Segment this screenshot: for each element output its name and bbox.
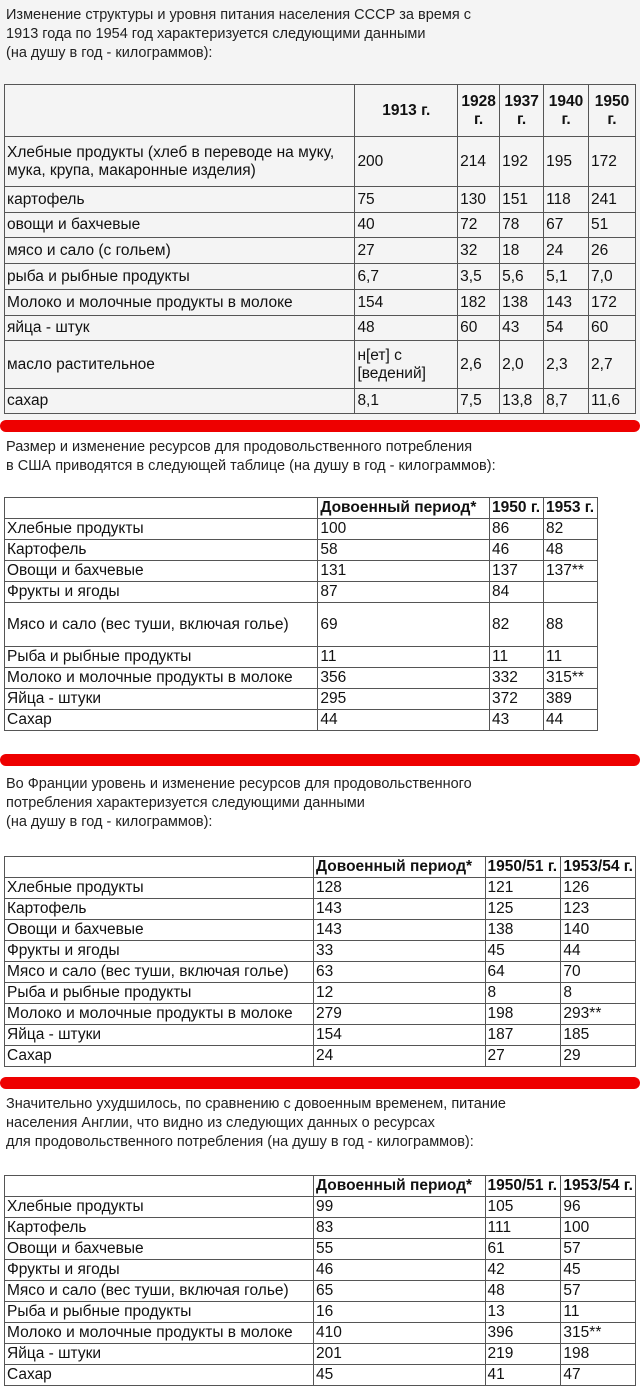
table-cell: 24 — [314, 1046, 485, 1067]
ussr-table-body — [5, 85, 636, 414]
table-cell: 214 — [458, 137, 500, 187]
table-cell: 8 — [485, 983, 561, 1004]
table-cell: 47 — [561, 1365, 636, 1386]
england-intro: Значительно ухудшилось, по сравнению с довоенным временем, питание населения Англии, что видно из следующих данных о ресурсах для продовольственного потребления (на душу в год - килограммов): — [6, 1096, 506, 1150]
table-cell: 2,6 — [458, 341, 500, 389]
table-cell: 410 — [314, 1323, 485, 1344]
table-cell: 48 — [544, 540, 598, 561]
table-cell: 72 — [458, 213, 500, 238]
table-cell: 332 — [490, 668, 544, 689]
table-row — [5, 647, 598, 668]
usa-table — [4, 497, 598, 731]
table-cell: 43 — [500, 316, 544, 341]
table-cell: 69 — [318, 603, 490, 647]
table-cell: 75 — [355, 187, 458, 213]
table-row — [5, 1239, 636, 1260]
column-header: 1950/51 г. — [485, 857, 561, 878]
table-row — [5, 1365, 636, 1386]
table-row — [5, 920, 636, 941]
table-cell: 40 — [355, 213, 458, 238]
row-label: Хлебные продукты — [5, 519, 318, 540]
table-cell: 11 — [561, 1302, 636, 1323]
table-cell: 200 — [355, 137, 458, 187]
table-cell: 356 — [318, 668, 490, 689]
table-cell: н[ет] с [ведений] — [355, 341, 458, 389]
table-row — [5, 1218, 636, 1239]
table-row — [5, 316, 636, 341]
row-label: Хлебные продукты — [5, 878, 314, 899]
table-cell: 41 — [485, 1365, 561, 1386]
table-cell: 88 — [544, 603, 598, 647]
table-row — [5, 519, 598, 540]
table-cell: 64 — [485, 962, 561, 983]
row-label: Картофель — [5, 899, 314, 920]
table-row — [5, 187, 636, 213]
table-header-row — [5, 1176, 636, 1197]
table-header-row — [5, 498, 598, 519]
france-table — [4, 856, 636, 1067]
column-header — [5, 498, 318, 519]
usa-intro: Размер и изменение ресурсов для продовольственного потребления в США приводятся в следующей таблице (на душу в год - килограммов): — [6, 439, 496, 474]
column-header: Довоенный период* — [318, 498, 490, 519]
table-cell: 42 — [485, 1260, 561, 1281]
table-cell: 48 — [355, 316, 458, 341]
table-cell: 24 — [544, 238, 589, 264]
table-cell: 27 — [355, 238, 458, 264]
column-header: 1913 г. — [355, 85, 458, 137]
table-cell: 63 — [314, 962, 485, 983]
table-cell: 279 — [314, 1004, 485, 1025]
table-cell: 2,0 — [500, 341, 544, 389]
row-label: Мясо и сало (вес туши, включая голье) — [5, 603, 318, 647]
table-cell: 140 — [561, 920, 636, 941]
table-cell: 44 — [561, 941, 636, 962]
row-label: Сахар — [5, 1365, 314, 1386]
section-divider — [0, 420, 640, 432]
table-cell: 32 — [458, 238, 500, 264]
table-cell: 198 — [485, 1004, 561, 1025]
table-cell: 26 — [589, 238, 636, 264]
table-row — [5, 1197, 636, 1218]
table-cell: 121 — [485, 878, 561, 899]
row-label: Хлебные продукты — [5, 1197, 314, 1218]
column-header: 1937 г. — [500, 85, 544, 137]
table-cell: 29 — [561, 1046, 636, 1067]
row-label: Молоко и молочные продукты в молоке — [5, 290, 355, 316]
table-cell: 315** — [544, 668, 598, 689]
table-cell: 54 — [544, 316, 589, 341]
table-cell: 48 — [485, 1281, 561, 1302]
row-label: Молоко и молочные продукты в молоке — [5, 668, 318, 689]
row-label: Картофель — [5, 1218, 314, 1239]
table-cell: 45 — [561, 1260, 636, 1281]
row-label: овощи и бахчевые — [5, 213, 355, 238]
table-cell: 82 — [544, 519, 598, 540]
row-label: Сахар — [5, 710, 318, 731]
table-cell: 11 — [544, 647, 598, 668]
table-row — [5, 238, 636, 264]
table-cell: 84 — [490, 582, 544, 603]
column-header: 1953/54 г. — [561, 1176, 636, 1197]
table-cell: 126 — [561, 878, 636, 899]
france-table-body — [5, 857, 636, 1067]
row-label: картофель — [5, 187, 355, 213]
column-header — [5, 857, 314, 878]
row-label: Мясо и сало (вес туши, включая голье) — [5, 962, 314, 983]
table-cell: 96 — [561, 1197, 636, 1218]
column-header: 1950 г. — [589, 85, 636, 137]
table-row — [5, 341, 636, 389]
table-cell: 396 — [485, 1323, 561, 1344]
row-label: Хлебные продукты (хлеб в переводе на муку, мука, крупа, макаронные изделия) — [5, 137, 355, 187]
table-row — [5, 899, 636, 920]
table-cell: 11,6 — [589, 389, 636, 414]
column-header: 1928 г. — [458, 85, 500, 137]
row-label: Молоко и молочные продукты в молоке — [5, 1004, 314, 1025]
table-row — [5, 710, 598, 731]
row-label: Сахар — [5, 1046, 314, 1067]
table-cell: 99 — [314, 1197, 485, 1218]
table-cell: 45 — [485, 941, 561, 962]
table-cell: 44 — [318, 710, 490, 731]
column-header — [5, 1176, 314, 1197]
row-label: Рыба и рыбные продукты — [5, 1302, 314, 1323]
table-cell: 123 — [561, 899, 636, 920]
table-cell: 65 — [314, 1281, 485, 1302]
table-row — [5, 137, 636, 187]
table-cell: 372 — [490, 689, 544, 710]
usa-table-body — [5, 498, 598, 731]
table-row — [5, 540, 598, 561]
table-cell: 46 — [314, 1260, 485, 1281]
table-row — [5, 561, 598, 582]
row-label: Яйца - штуки — [5, 689, 318, 710]
table-cell: 131 — [318, 561, 490, 582]
table-cell: 2,3 — [544, 341, 589, 389]
table-cell: 43 — [490, 710, 544, 731]
table-cell: 86 — [490, 519, 544, 540]
table-cell: 198 — [561, 1344, 636, 1365]
column-header: 1953/54 г. — [561, 857, 636, 878]
table-cell: 111 — [485, 1218, 561, 1239]
column-header: 1950 г. — [490, 498, 544, 519]
table-cell: 11 — [490, 647, 544, 668]
table-cell: 137** — [544, 561, 598, 582]
table-cell: 51 — [589, 213, 636, 238]
table-cell: 83 — [314, 1218, 485, 1239]
table-cell: 125 — [485, 899, 561, 920]
table-row — [5, 962, 636, 983]
table-row — [5, 689, 598, 710]
row-label: масло растительное — [5, 341, 355, 389]
row-label: Молоко и молочные продукты в молоке — [5, 1323, 314, 1344]
row-label: Яйца - штуки — [5, 1344, 314, 1365]
table-cell: 241 — [589, 187, 636, 213]
table-row — [5, 983, 636, 1004]
table-row — [5, 603, 598, 647]
table-row — [5, 389, 636, 414]
column-header: Довоенный период* — [314, 857, 485, 878]
table-cell: 8 — [561, 983, 636, 1004]
row-label: Овощи и бахчевые — [5, 561, 318, 582]
england-table-body — [5, 1176, 636, 1386]
table-row — [5, 1004, 636, 1025]
table-cell: 118 — [544, 187, 589, 213]
column-header: Довоенный период* — [314, 1176, 485, 1197]
table-cell: 154 — [355, 290, 458, 316]
table-header-row — [5, 857, 636, 878]
table-cell: 7,5 — [458, 389, 500, 414]
table-cell: 315** — [561, 1323, 636, 1344]
table-row — [5, 1323, 636, 1344]
table-cell: 6,7 — [355, 264, 458, 290]
table-row — [5, 1281, 636, 1302]
table-row — [5, 582, 598, 603]
row-label: мясо и сало (с гольем) — [5, 238, 355, 264]
row-label: яйца - штук — [5, 316, 355, 341]
ussr-intro: Изменение структуры и уровня питания населения СССР за время с 1913 года по 1954 год характеризуется следующими данными (на душу в год - килограммов): — [6, 7, 471, 61]
table-cell: 27 — [485, 1046, 561, 1067]
table-row — [5, 878, 636, 899]
table-row — [5, 1046, 636, 1067]
table-cell: 11 — [318, 647, 490, 668]
table-cell: 61 — [485, 1239, 561, 1260]
table-row — [5, 213, 636, 238]
table-row — [5, 668, 598, 689]
section-divider — [0, 754, 640, 766]
table-cell: 128 — [314, 878, 485, 899]
table-cell: 60 — [458, 316, 500, 341]
table-cell: 219 — [485, 1344, 561, 1365]
table-cell: 172 — [589, 290, 636, 316]
table-cell: 195 — [544, 137, 589, 187]
table-cell: 82 — [490, 603, 544, 647]
row-label: Овощи и бахчевые — [5, 920, 314, 941]
table-row — [5, 264, 636, 290]
table-cell: 5,1 — [544, 264, 589, 290]
row-label: Фрукты и ягоды — [5, 582, 318, 603]
table-row — [5, 1025, 636, 1046]
table-cell: 192 — [500, 137, 544, 187]
table-cell: 151 — [500, 187, 544, 213]
table-row — [5, 941, 636, 962]
row-label: сахар — [5, 389, 355, 414]
table-cell: 13,8 — [500, 389, 544, 414]
table-cell: 100 — [318, 519, 490, 540]
table-cell: 2,7 — [589, 341, 636, 389]
table-cell: 70 — [561, 962, 636, 983]
row-label: рыба и рыбные продукты — [5, 264, 355, 290]
table-cell: 201 — [314, 1344, 485, 1365]
table-cell: 138 — [500, 290, 544, 316]
row-label: Мясо и сало (вес туши, включая голье) — [5, 1281, 314, 1302]
ussr-table — [4, 84, 636, 414]
table-cell: 45 — [314, 1365, 485, 1386]
england-table — [4, 1175, 636, 1386]
table-cell: 105 — [485, 1197, 561, 1218]
table-cell: 143 — [544, 290, 589, 316]
table-row — [5, 1344, 636, 1365]
table-cell: 18 — [500, 238, 544, 264]
column-header: 1953 г. — [544, 498, 598, 519]
table-cell: 3,5 — [458, 264, 500, 290]
table-cell: 7,0 — [589, 264, 636, 290]
table-cell: 172 — [589, 137, 636, 187]
table-cell: 185 — [561, 1025, 636, 1046]
table-cell: 46 — [490, 540, 544, 561]
column-header — [5, 85, 355, 137]
table-cell: 16 — [314, 1302, 485, 1323]
table-cell: 293** — [561, 1004, 636, 1025]
table-cell: 12 — [314, 983, 485, 1004]
table-cell: 8,7 — [544, 389, 589, 414]
table-cell: 8,1 — [355, 389, 458, 414]
table-cell: 87 — [318, 582, 490, 603]
table-cell: 389 — [544, 689, 598, 710]
table-cell: 57 — [561, 1281, 636, 1302]
table-cell: 182 — [458, 290, 500, 316]
table-cell: 130 — [458, 187, 500, 213]
table-cell: 137 — [490, 561, 544, 582]
table-row — [5, 290, 636, 316]
table-cell: 138 — [485, 920, 561, 941]
table-cell — [544, 582, 598, 603]
table-row — [5, 1302, 636, 1323]
table-cell: 57 — [561, 1239, 636, 1260]
table-cell: 44 — [544, 710, 598, 731]
table-cell: 143 — [314, 920, 485, 941]
table-cell: 154 — [314, 1025, 485, 1046]
row-label: Яйца - штуки — [5, 1025, 314, 1046]
table-cell: 78 — [500, 213, 544, 238]
row-label: Фрукты и ягоды — [5, 1260, 314, 1281]
france-intro: Во Франции уровень и изменение ресурсов для продовольственного потребления характеризуется следующими данными (на душу в год - килограммов): — [6, 776, 472, 830]
table-cell: 60 — [589, 316, 636, 341]
row-label: Рыба и рыбные продукты — [5, 647, 318, 668]
table-cell: 143 — [314, 899, 485, 920]
row-label: Фрукты и ягоды — [5, 941, 314, 962]
section-divider — [0, 1077, 640, 1089]
table-cell: 33 — [314, 941, 485, 962]
table-cell: 55 — [314, 1239, 485, 1260]
table-cell: 100 — [561, 1218, 636, 1239]
row-label: Рыба и рыбные продукты — [5, 983, 314, 1004]
table-row — [5, 1260, 636, 1281]
column-header: 1940 г. — [544, 85, 589, 137]
table-cell: 5,6 — [500, 264, 544, 290]
table-cell: 187 — [485, 1025, 561, 1046]
table-cell: 58 — [318, 540, 490, 561]
column-header: 1950/51 г. — [485, 1176, 561, 1197]
row-label: Картофель — [5, 540, 318, 561]
table-header-row — [5, 85, 636, 137]
table-cell: 67 — [544, 213, 589, 238]
table-cell: 13 — [485, 1302, 561, 1323]
row-label: Овощи и бахчевые — [5, 1239, 314, 1260]
table-cell: 295 — [318, 689, 490, 710]
